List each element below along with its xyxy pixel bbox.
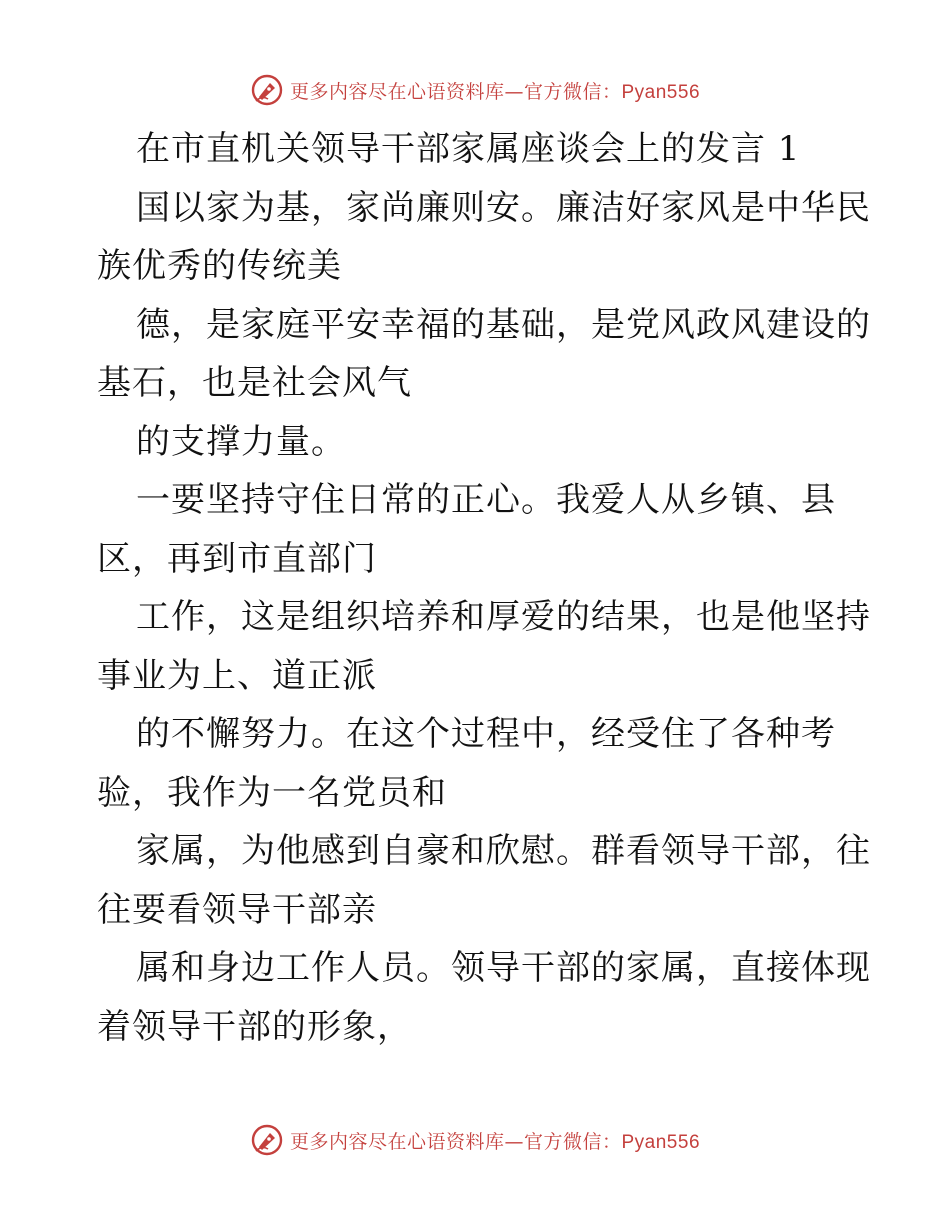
text-line: 着领导干部的形象， <box>97 1006 412 1047</box>
header-wechat-handle: Pyan556 <box>621 81 701 103</box>
text-line: 工作，这是组织培养和厚爱的结果，也是他坚持 <box>136 597 871 637</box>
text-line: 家属，为他感到自豪和欣慰。群看领导干部，往 <box>136 831 871 871</box>
text-line: 验，我作为一名党员和 <box>97 772 447 813</box>
text-line: 国以家为基，家尚廉则安。廉洁好家风是中华民 <box>136 187 871 228</box>
text-line: 事业为上、道正派 <box>97 655 377 696</box>
text-line: 基石，也是社会风气 <box>97 363 412 403</box>
text-line: 一要坚持守住日常的正心。我爱人从乡镇、县 <box>136 480 836 520</box>
text-line: 族优秀的传统美 <box>97 246 342 286</box>
footer-banner-text: 更多内容尽在心语资料库—官方微信：Pyan556 <box>289 1130 701 1153</box>
text-line: 的支撑力量。 <box>136 421 346 462</box>
footer-wechat-handle: Pyan556 <box>621 1131 701 1153</box>
pen-nib-logo-icon <box>250 73 284 107</box>
text-line: 往要看领导干部亲 <box>97 889 377 930</box>
pen-nib-logo-icon <box>250 1123 284 1157</box>
header-banner-text: 更多内容尽在心语资料库—官方微信：Pyan556 <box>289 80 701 103</box>
text-line: 德，是家庭平安幸福的基础，是党风政风建设的 <box>136 304 871 345</box>
text-line: 的不懈努力。在这个过程中，经受住了各种考 <box>136 714 836 754</box>
footer-banner <box>0 1120 950 1160</box>
document-body <box>97 120 871 1056</box>
text-line: 属和身边工作人员。领导干部的家属，直接体现 <box>136 948 871 988</box>
header-banner <box>0 70 950 110</box>
document-title: 在市直机关领导干部家属座谈会上的发言 1 <box>136 129 801 169</box>
text-line: 区，再到市直部门 <box>97 538 377 579</box>
